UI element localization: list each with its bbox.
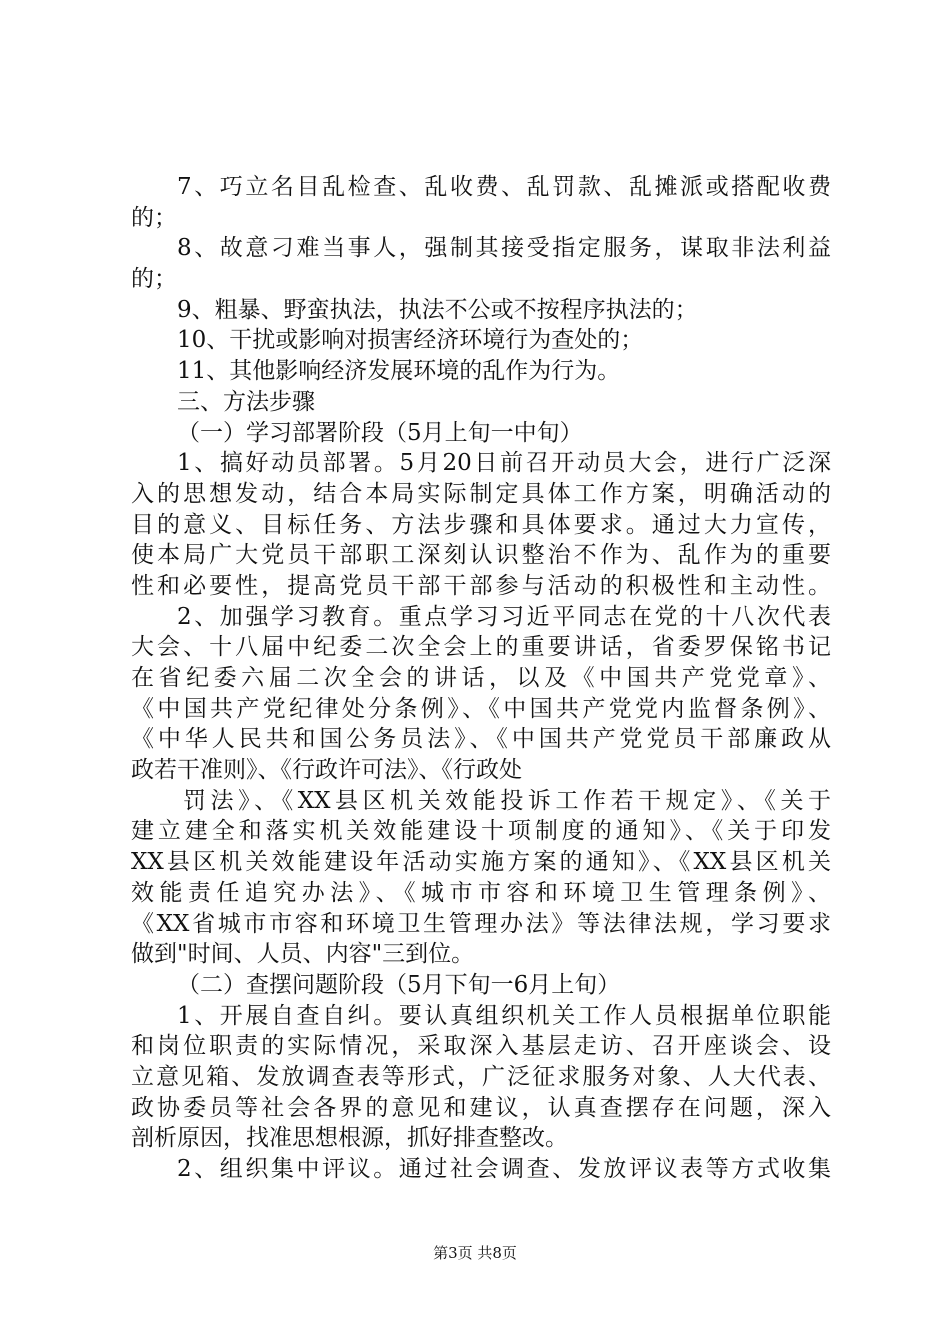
subsection-heading: （二）查摆问题阶段（5月下旬一6月上旬） <box>177 971 621 998</box>
paragraph-line: 建立建全和落实机关效能建设十项制度的通知》、《关于印发 <box>131 818 831 845</box>
paragraph-line: 政若干准则》、《行政许可法》、《行政处 <box>131 757 522 784</box>
paragraph-line: 1、搞好动员部署。5月20日前召开动员大会，进行广泛深 <box>177 450 831 477</box>
paragraph-line: 《中华人民共和国公务员法》、《中国共产党党员干部廉政从 <box>131 726 831 753</box>
paragraph-line: 1、开展自查自纠。要认真组织机关工作人员根据单位职能 <box>177 1002 831 1029</box>
subsection-heading: （一）学习部署阶段（5月上旬一中旬） <box>177 419 583 446</box>
paragraph-line: 效能责任追究办法》、《城市市容和环境卫生管理条例》、 <box>131 879 831 906</box>
paragraph-line: 立意见箱、发放调查表等形式，广泛征求服务对象、人大代表、 <box>131 1063 831 1090</box>
paragraph-line: 《中国共产党纪律处分条例》、《中国共产党党内监督条例》、 <box>131 695 831 722</box>
document-body <box>131 172 831 1185</box>
paragraph-line: 政协委员等社会各界的意见和建议，认真查摆存在问题，深入 <box>131 1094 831 1121</box>
paragraph-line: 《XX省城市市容和环境卫生管理办法》等法律法规，学习要求 <box>131 910 831 937</box>
paragraph-line: 做到"时间、人员、内容"三到位。 <box>131 941 475 968</box>
paragraph-line: 入的思想发动，结合本局实际制定具体工作方案，明确活动的 <box>131 480 831 507</box>
paragraph-line: 大会、十八届中纪委二次全会上的重要讲话，省委罗保铭书记 <box>131 634 831 661</box>
paragraph-line: 目的意义、目标任务、方法步骤和具体要求。通过大力宣传， <box>131 511 831 538</box>
paragraph-line: XX县区机关效能建设年活动实施方案的通知》、《XX县区机关 <box>131 849 831 876</box>
paragraph-line: 7、巧立名目乱检查、乱收费、乱罚款、乱摊派或搭配收费 <box>177 174 831 200</box>
paragraph-line: 使本局广大党员干部职工深刻认识整治不作为、乱作为的重要 <box>131 542 831 569</box>
paragraph-line: 性和必要性，提高党员干部干部参与活动的积极性和主动性。 <box>131 572 831 599</box>
paragraph-line: 和岗位职责的实际情况，采取深入基层走访、召开座谈会、设 <box>131 1033 831 1060</box>
section-heading: 三、方法步骤 <box>177 388 315 415</box>
paragraph-line: 9、粗暴、野蛮执法，执法不公或不按程序执法的； <box>177 296 698 323</box>
paragraph-line: 10、干扰或影响对损害经济环境行为查处的； <box>177 327 644 354</box>
paragraph-line: 罚法》、《XX县区机关效能投诉工作若干规定》、《关于 <box>183 787 831 814</box>
paragraph-line: 2、加强学习教育。重点学习习近平同志在党的十八次代表 <box>177 603 831 630</box>
page-footer: 第3页 共8页 <box>433 1244 517 1262</box>
paragraph-line: 在省纪委六届二次全会的讲话，以及《中国共产党党章》、 <box>131 665 831 691</box>
paragraph-line: 剖析原因，找准思想根源，抓好排查整改。 <box>131 1125 568 1152</box>
paragraph-line: 2、组织集中评议。通过社会调查、发放评议表等方式收集 <box>177 1156 831 1182</box>
paragraph-line: 的； <box>131 266 177 293</box>
paragraph-line: 8、故意刁难当事人，强制其接受指定服务，谋取非法利益 <box>177 235 831 262</box>
paragraph-line: 的； <box>131 204 177 231</box>
paragraph-line: 11、其他影响经济发展环境的乱作为行为。 <box>177 358 621 385</box>
